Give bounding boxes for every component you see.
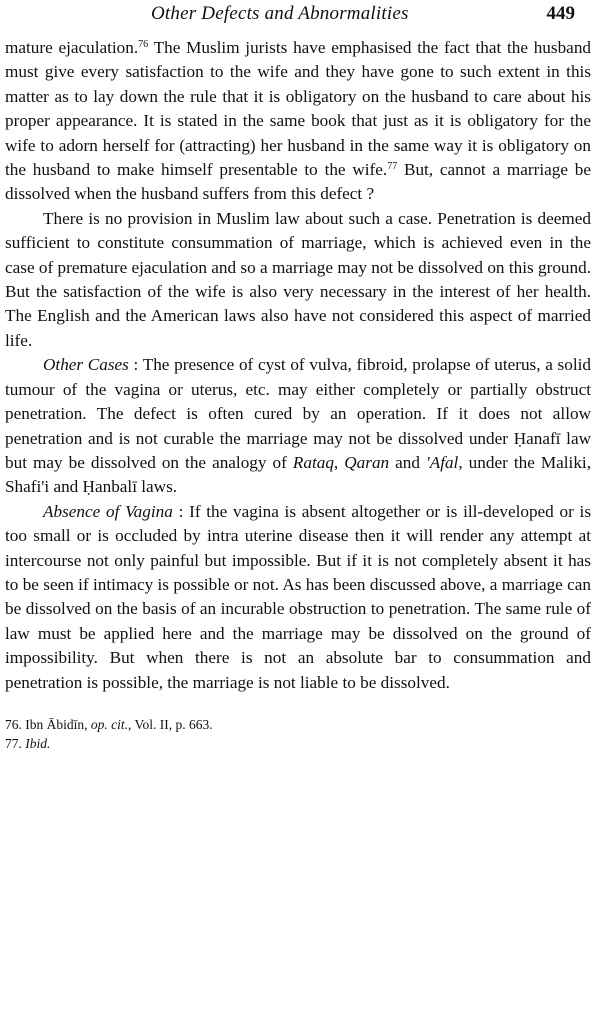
paragraph-2: There is no provision in Muslim law about such a case. Penetration is deemed sufficient to constitute consummation of marriage, which is achieved even in the case of premature ejaculation and so a marriage may not be dissolved on this ground. But the satisfaction of the wife is also very necessary in the interest of her health. The English and the American laws also have not considered this aspect of married life. [5, 208, 591, 350]
footnote-76-author: Ibn Ābidīn, [21, 716, 91, 732]
paragraph-3 [5, 353, 591, 499]
running-header [5, 0, 591, 30]
footnote-77 [5, 734, 591, 753]
paragraph-4-lead: Absence of Vagina [43, 501, 173, 521]
page-number: 449 [546, 3, 575, 24]
paragraph-1-text-c: But, cannot a marriage be dissolved when the husband suffers from this defect ? [5, 160, 591, 204]
running-title: Other Defects and Abnormalities [151, 3, 409, 24]
footnote-77-num: 77. [5, 735, 22, 751]
paragraph-3-lead: Other Cases [43, 355, 129, 375]
paragraph-4-sep: : [172, 501, 190, 521]
footnote-ref-76: 76 [138, 39, 149, 50]
paragraph-4-text: If the vagina is absent altogether or is ill-developed or is too small or is occluded by intra uterine disease then it will render any attempt at intercourse not only painful but impossible. But if it is not completely absent it has to be seen if intimacy is possible or not. As has been discussed above, a marriage can be dissolved on the basis of an incurable obstruction to penetration. The same rule of law must be applied here and the marriage may be dissolved on the ground of impossibility. But when there is not an absolute bar to consummation and penetration is possible, the marriage is not liable to be dissolved. [5, 501, 592, 692]
paragraph-3-text-a: The presence of cyst of vulva, fibroid, prolapse of uterus, a solid tumour of the vagina or uterus, etc. may either completely or partially obstruct penetration. The defect is often cured by an operation. If it does not allow penetration and is not curable the marriage may not be dissolved under Ḥanafī law but may be dissolved on the analogy of [5, 355, 591, 472]
footnote-76-rest: , Vol. II, p. 663. [128, 716, 213, 732]
paragraph-3-text-b: , under the Maliki, Shafi'i and Ḥanbalī laws. [5, 452, 591, 497]
paragraph-3-sep: : [128, 355, 143, 375]
paragraph-3-and: and [389, 452, 427, 472]
footnote-76-num: 76. [5, 716, 22, 732]
footnotes [5, 715, 591, 753]
paragraph-1-text-b: The Muslim jurists have emphasised the fact that the husband must give every satisfaction to the wife and they have gone to such extent in this matter as to lay down the rule that it is obligatory on the husband to care about his proper appearance. It is stated in the same book that just as it is obligatory for the wife to adorn herself for (attracting) her husband in the same way it is obligatory on the husband to make himself presentable to the wife. [5, 38, 592, 180]
paragraph-4 [5, 500, 591, 695]
footnote-77-ref: Ibid. [25, 735, 51, 751]
footnote-76 [5, 715, 591, 734]
term-qaran: Qaran [344, 452, 390, 472]
footnote-76-ref: op. cit. [90, 716, 128, 732]
paragraph-1 [5, 36, 591, 207]
footnote-ref-77: 77 [387, 161, 398, 173]
paragraph-3-comma: , [333, 452, 345, 472]
term-rataq: Rataq [292, 452, 334, 472]
body-text [5, 36, 591, 695]
paragraph-1-text-a: mature ejaculation. [5, 38, 139, 57]
term-afal: 'Afal [426, 452, 459, 472]
